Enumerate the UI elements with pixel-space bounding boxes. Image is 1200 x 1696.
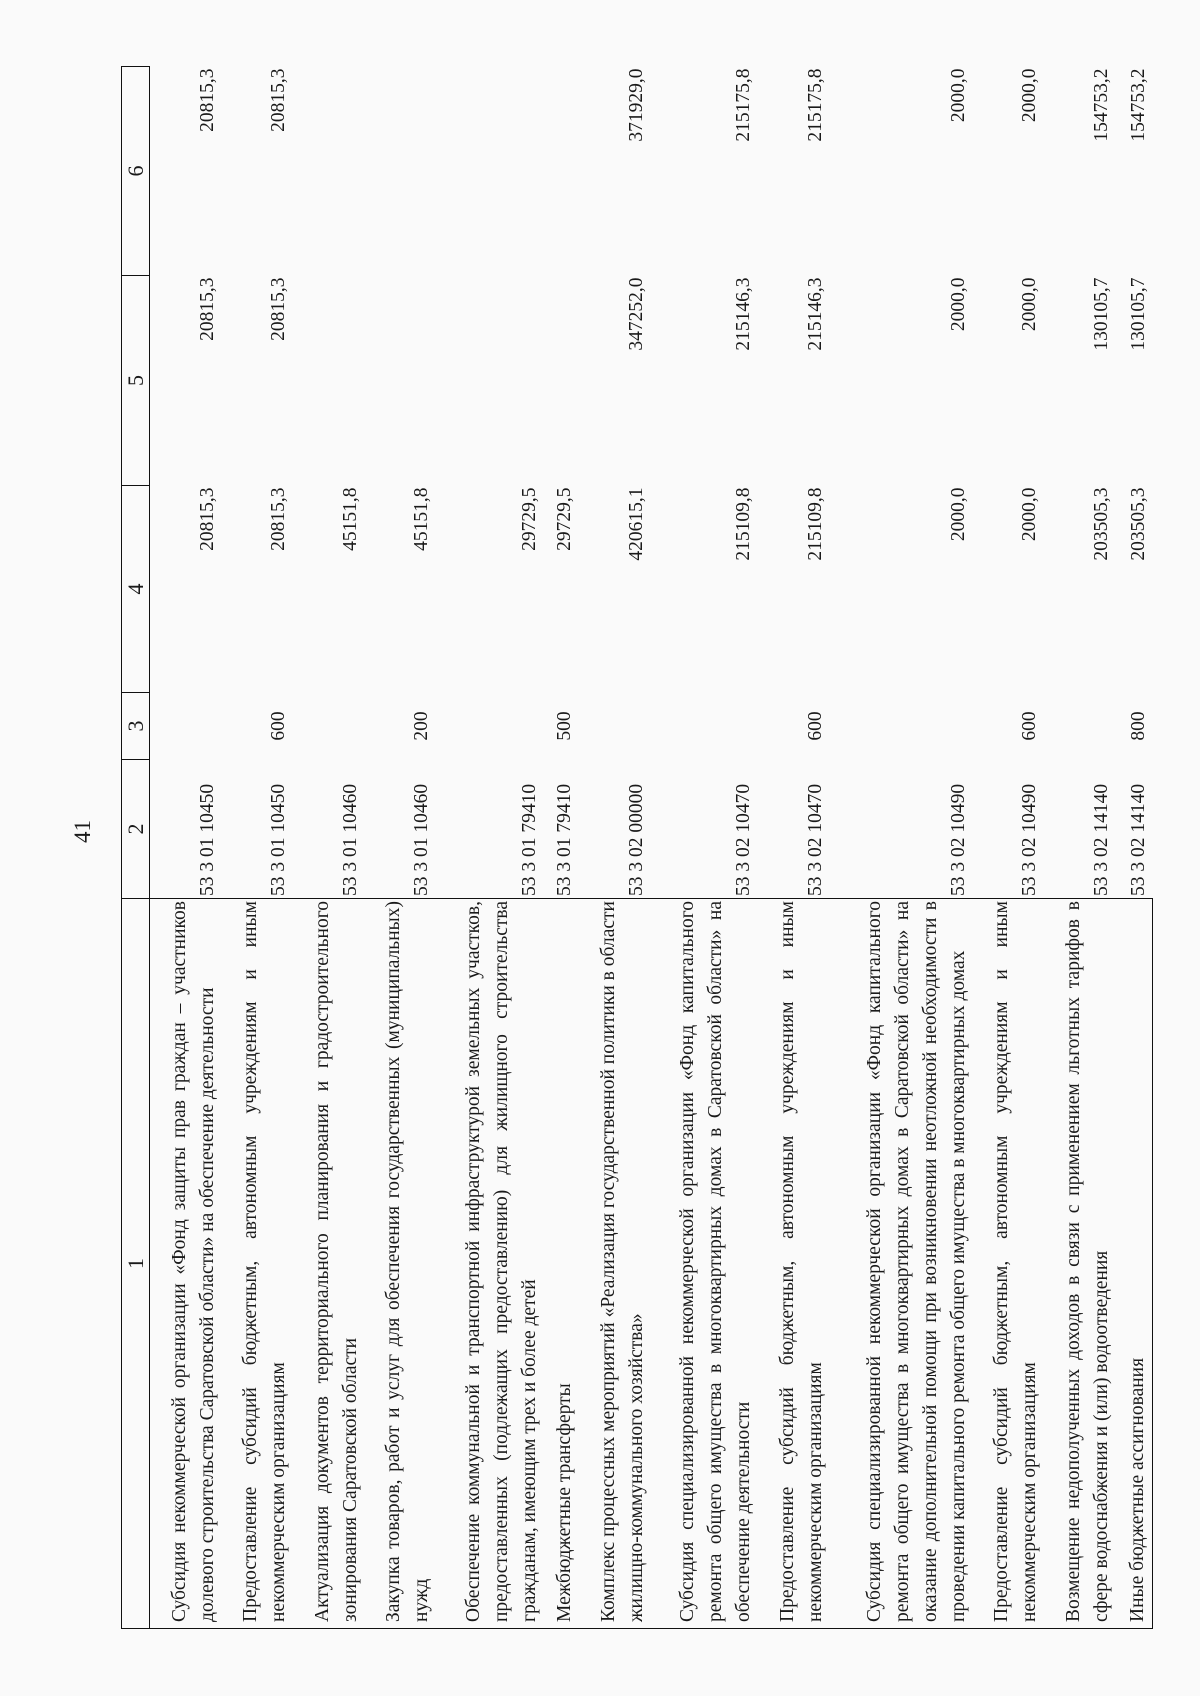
table-row [222, 67, 294, 1629]
row-amount-col6: 154753,2 [1091, 68, 1112, 142]
row-expense-type [436, 693, 543, 760]
table-header-row [122, 67, 150, 1629]
row-amount-col5 [544, 276, 580, 486]
row-amount-col6: 371929,0 [625, 68, 647, 142]
table-row [1116, 67, 1153, 1629]
table-row [830, 67, 973, 1629]
row-amount-col5: 20815,3 [196, 277, 218, 341]
row-amount-col5: 130105,7 [1127, 277, 1149, 351]
row-amount-col5: 347252,0 [625, 277, 647, 351]
row-description: Межбюджетные трансферты [544, 899, 580, 1629]
row-amount-col5: 215146,3 [804, 277, 826, 351]
column-header: 1 [122, 899, 150, 1629]
row-expense-type: 500 [554, 711, 576, 741]
row-amount-col4: 203505,3 [1091, 487, 1112, 561]
row-amount-col4: 29729,5 [554, 487, 576, 551]
row-amount-col6 [293, 67, 365, 276]
row-amount-col6: 2000,0 [947, 68, 969, 123]
column-header: 4 [122, 486, 150, 693]
row-amount-col4: 203505,3 [1127, 487, 1149, 561]
row-code: 53 3 01 79410 [518, 783, 540, 896]
budget-table [121, 66, 1153, 1629]
row-amount-col6 [544, 67, 580, 276]
row-expense-type: 800 [1127, 711, 1149, 741]
row-amount-col5: 2000,0 [947, 277, 969, 332]
row-code: 53 3 02 00000 [625, 783, 647, 896]
row-description: Обеспечение коммунальной и транспортной инфраструктурой земельных участков, предоставленных (подлежащих предоставлению) для жилищного строительства гражданам, имеющим трех и более детей [436, 899, 543, 1629]
table-row [973, 67, 1045, 1629]
row-expense-type: 600 [1019, 711, 1041, 741]
column-header: 6 [122, 67, 150, 276]
row-amount-col5: 215146,3 [733, 277, 755, 351]
row-description: Субсидия специализированной некоммерческой организации «Фонд капитального ремонта общего имущества в многоквартирных домах в Саратовской области» на обеспечение деятельности [651, 899, 758, 1629]
row-description: Субсидия некоммерческой организации «Фонд защиты прав граждан – участников долевого строительства Саратовской области» на обеспечение деятельности [150, 899, 222, 1629]
row-expense-type [579, 693, 651, 760]
table-row [651, 67, 758, 1629]
row-amount-col4: 420615,1 [625, 487, 647, 561]
row-amount-col6: 20815,3 [268, 68, 290, 132]
column-header: 3 [122, 693, 150, 760]
row-code: 53 3 01 10460 [339, 783, 361, 896]
table-row [293, 67, 365, 1629]
row-amount-col6: 2000,0 [1019, 68, 1041, 123]
row-code: 53 3 02 14140 [1127, 783, 1149, 896]
row-amount-col4: 29729,5 [518, 487, 540, 551]
row-amount-col5: 130105,7 [1091, 277, 1112, 351]
row-amount-col6: 154753,2 [1127, 68, 1149, 142]
row-amount-col5 [365, 276, 437, 486]
row-amount-col5: 2000,0 [1019, 277, 1041, 332]
row-code: 53 3 01 10450 [268, 783, 290, 896]
row-amount-col5 [436, 276, 543, 486]
row-expense-type: 200 [411, 711, 433, 741]
row-amount-col5 [293, 276, 365, 486]
row-expense-type [830, 693, 973, 760]
row-description: Предоставление субсидий бюджетным, автономным учреждениям и иным некоммерческим организациям [222, 899, 294, 1629]
row-amount-col6: 215175,8 [733, 68, 755, 142]
rotated-page [121, 67, 1153, 1629]
table-row [365, 67, 437, 1629]
page-number: 41 [70, 820, 95, 843]
table-row [1044, 67, 1116, 1629]
row-amount-col4: 2000,0 [947, 487, 969, 542]
column-header: 5 [122, 276, 150, 486]
row-description: Субсидия специализированной некоммерческой организации «Фонд капитального ремонта общего имущества в многоквартирных домах в Саратовской области» на оказание дополнительной помощи при возникновении неотложной необходимости в проведении капитального ремонта общего имущества в многоквартирных домах [830, 899, 973, 1629]
row-code: 53 3 02 10490 [1019, 783, 1041, 896]
row-expense-type: 600 [804, 711, 826, 741]
row-amount-col6: 20815,3 [196, 68, 218, 132]
row-expense-type: 600 [268, 711, 290, 741]
row-description: Предоставление субсидий бюджетным, автономным учреждениям и иным некоммерческим организациям [973, 899, 1045, 1629]
row-amount-col6: 215175,8 [804, 68, 826, 142]
row-code: 53 3 02 10470 [733, 783, 755, 896]
row-description: Предоставление субсидий бюджетным, автономным учреждениям и иным некоммерческим организациям [758, 899, 830, 1629]
row-expense-type [651, 693, 758, 760]
table-row [579, 67, 651, 1629]
row-description: Возмещение недополученных доходов в связи с применением льготных тарифов в сфере водоснабжения и (или) водоотведения [1044, 899, 1116, 1629]
column-header: 2 [122, 760, 150, 899]
row-description: Закупка товаров, работ и услуг для обеспечения государственных (муниципальных) нужд [365, 899, 437, 1629]
row-description: Актуализация документов территориального планирования и градостроительного зонирования Саратовской области [293, 899, 365, 1629]
row-amount-col4: 45151,8 [339, 487, 361, 551]
row-amount-col4: 215109,8 [804, 487, 826, 561]
table-row [544, 67, 580, 1629]
row-description: Комплекс процессных мероприятий «Реализация государственной политики в области жилищно-коммунального хозяйства» [579, 899, 651, 1629]
row-amount-col4: 45151,8 [411, 487, 433, 551]
row-expense-type [150, 693, 222, 760]
row-code: 53 3 02 14140 [1091, 783, 1112, 896]
row-code: 53 3 02 10490 [947, 783, 969, 896]
row-description: Иные бюджетные ассигнования [1116, 899, 1153, 1629]
row-amount-col4: 2000,0 [1019, 487, 1041, 542]
row-amount-col4: 20815,3 [196, 487, 218, 551]
row-expense-type [293, 693, 365, 760]
row-code: 53 3 01 10460 [411, 783, 433, 896]
row-code: 53 3 02 10470 [804, 783, 826, 896]
row-amount-col4: 215109,8 [733, 487, 755, 561]
table-row [758, 67, 830, 1629]
row-code: 53 3 01 10450 [196, 783, 218, 896]
table-row [150, 67, 222, 1629]
row-amount-col5: 20815,3 [268, 277, 290, 341]
row-code: 53 3 01 79410 [554, 783, 576, 896]
row-amount-col4: 20815,3 [268, 487, 290, 551]
row-amount-col6 [365, 67, 437, 276]
row-amount-col6 [436, 67, 543, 276]
table-row [436, 67, 543, 1629]
row-expense-type [1044, 693, 1116, 760]
